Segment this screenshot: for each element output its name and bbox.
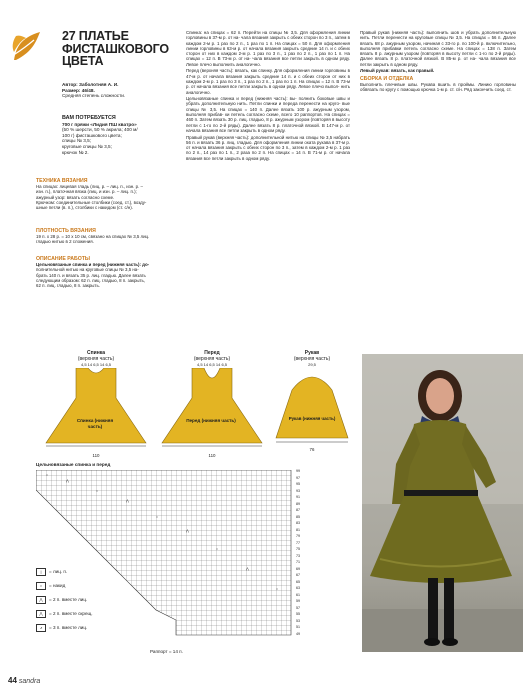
rapport-label: Раппорт = 14 п. [150, 649, 183, 654]
svg-text:○: ○ [156, 515, 159, 519]
legend [36, 568, 106, 632]
pattern-number: 27 [62, 29, 76, 43]
sleeve-shape [272, 368, 352, 448]
legend-item: ⩘ = 3 п. вместе лиц. [36, 624, 106, 632]
size: Размер: 46/48. [62, 87, 95, 93]
assembly-heading: СБОРКА И ОТДЕЛКА [360, 75, 414, 82]
density-heading: ПЛОТНОСТЬ ВЯЗАНИЯ [36, 228, 96, 234]
page-footer [8, 676, 40, 685]
materials-block: ВАМ ПОТРЕБУЕТСЯ 700 г пряжи «Лидия ПШ кватро» (50 % шерсти, 50 % акрила; 400 м/ 100 г) фисташкового цвета; спицы № 3,5; круговые спицы № 3,5; крючок № 2. [62, 116, 176, 155]
description-heading: ОПИСАНИЕ РАБОТЫ [36, 256, 90, 262]
legend-item: ⋀ = 2 п. вместе скрещ. [36, 610, 106, 618]
author: Автор: Заболотняя А. И. [62, 82, 119, 87]
svg-text:○: ○ [276, 587, 279, 591]
svg-text:⋀: ⋀ [186, 529, 189, 533]
description-block: ОПИСАНИЕ РАБОТЫ Цельновязаные спинка и перед (нижняя часть): до- полнительной нитью на круговые спицы № 3,5 на- брать 140 п. и вязать 35 р. лиц. гладью. Далее вязать следующим образом: 62 п. лиц. гладью, 8 п. закрыть, 62 п. лиц. гладью, 8 п. закрыть. [36, 256, 178, 288]
difficulty: Средняя степень сложности. [62, 93, 126, 99]
author-block [62, 82, 172, 99]
instructions-column-3: Правый рукав (нижняя часть): выполнить шов и убрать дополнительную нить. Петли перенести на круговые спицы № 3,5. На спицах = 56 п. Далее вязать 68 р. ажурным узором, начиная с 33-го р. по 100-й р. включительно, выполняя прибавки петель согласно схеме. На спицах = 138 п. Затем вязать 8 р. ажурным узором (повторяя в высоту петли с 1-го по 2-й ряды). Далее вязать 8 р. платочной вязкой. В 85-м р. от на- чала вязания все петли закрыть в одном ряду. Левый рукав: вязать, как правый. СБОРКА И ОТДЕЛКА Выполнить плечевые швы. Рукава вшить в проймы. Линию горловины обвязать по кругу с помощью крючка 1-м р. ст. с/н. Ряд закончить соед. ст. [360, 30, 516, 92]
chart-row-numbers: 99 97 95 93 91 89 87 85 83 81 79 77 75 73 71 69 67 65 63 61 59 57 55 53 51 49 [296, 469, 300, 636]
legend-item: ⋀ = 2 п. вместе лиц. [36, 596, 106, 604]
svg-text:○: ○ [46, 473, 49, 477]
page-number: 44 [8, 676, 17, 685]
svg-text:⋀: ⋀ [126, 499, 129, 503]
model-photo [362, 354, 523, 652]
density-block: ПЛОТНОСТЬ ВЯЗАНИЯ 19 п. x 28 р. = 10 x 10 см, связано на спицах № 3,5 лиц. гладью нитью в 2 сложения. [36, 228, 178, 245]
svg-text:⋀: ⋀ [66, 479, 69, 483]
schematic-sleeve: Рукав (верхняя часть) 29,5 Рукав (нижняя часть) 76 [272, 350, 352, 453]
schematic-front: Перед (верхняя часть) 4,5 14 6,5 14 6,5 Перед (нижняя часть) 110 [152, 350, 272, 453]
svg-text:○: ○ [216, 547, 219, 551]
svg-text:⋀: ⋀ [246, 567, 249, 571]
back-shape [36, 368, 156, 448]
dress-photo-illustration [362, 354, 523, 652]
technique-heading: ТЕХНИКА ВЯЗАНИЯ [36, 178, 88, 184]
materials-heading: ВАМ ПОТРЕБУЕТСЯ [62, 115, 116, 121]
instructions-column-2: Спинка: на спицах = 62 п. Перейти на спицы № 3,5. Для оформления линии горловины в 37-м р. от на- чала вязания закрыть с обеих сторон по 3 п., затем в каждом 2-м р. 1 раз по 2 п., 1 раз по 1 п. На спицах = 50 п. Для оформления линии горловины в 63-м р. от начала вязания закрыть средние 14 п. и с обеих сторон от них в каждом 2-м р. 1 раз по 3 п., 1 раз по 2 п., 1 раз по 1 п. На спицах = 12 п. В 73-м р. от на- чала вязания все петли закрыть в одном ряду. Левое плечо выполнить аналогично. Перед (верхняя часть): вязать, как спинку. Для оформления линии горловины в 47-м р. от начала вязания закрыть средние 14 п. и с обеих сторон от них в каждом 2-м р. 1 раз по 3 п., 1 раз по 2 п., 1 раз по 1 п. На спицах = 12 п. В 73-м р. от начала вязания все петли закрыть в одном ряду. Левое плечо выпол- нить аналогично. Цельновязаные спинка и перед (нижняя часть): вы- полнить боковые швы и убрать дополнительную нить. Петли спинки и переда перенести на круго- вые спицы № 3,5. На спицах = 140 п. Далее вязать 100 р. ажурным узором, выполняя прибав- ки петель согласно схеме, всего 10 раппортов. На спицах = 460 п. Затем вязать 30 р. лиц. гладью, 8 р. ажурным узором (повторяя в высоту петли с 1-го по 2-й ряды). Далее вязать 8 р. платочной вязкой. В 147-м р. от начала вязания все петли закрыть в одном ряду. Правый рукав (верхняя часть): дополнительной нитью на спицы № 3,5 набрать 56 п. и вязать 36 р. лиц. гладью. Для оформления линии оката рукава в 37-м р. от начала вязания закрыть с обеих сторон по 3 п., затем в каждом 2-м р. 1 раз по 2 п., 14 раз по 1 п., 2 раза по 2 п. На спицах = 14 п. В 71-м р. от начала вязания все петли закрыть в одном ряду. [186, 30, 350, 161]
brand-name: sandra [18, 678, 41, 685]
legend-item: ○ = накид [36, 582, 106, 590]
schematic-back: Спинка (верхняя часть) 4,5 14 6,5 14 6,5 Спинка (нижняя часть) 110 [36, 350, 156, 453]
leaf-icon [10, 30, 44, 62]
front-shape [152, 368, 272, 448]
chart-title: Цельновязаные спинка и перед [36, 462, 111, 467]
page-title: 27 ПЛАТЬЕ ФИСТАШКОВОГО ЦВЕТА [62, 29, 169, 68]
technique-block: ТЕХНИКА ВЯЗАНИЯ На спицах: лицевая гладь (лиц. р. – лиц. п., изн. р. – изн. п.), платочная вязка (лиц. и изн. р. – лиц. п.); ажурный узор: вязать согласно схеме. Крючком: соединительные столбики (соед. ст.), возду- шные петли (в. п.), столбики с накидом (ст. с/н). [36, 178, 178, 210]
svg-text:○: ○ [96, 489, 99, 493]
legend-item: | = лиц. п. [36, 568, 106, 576]
